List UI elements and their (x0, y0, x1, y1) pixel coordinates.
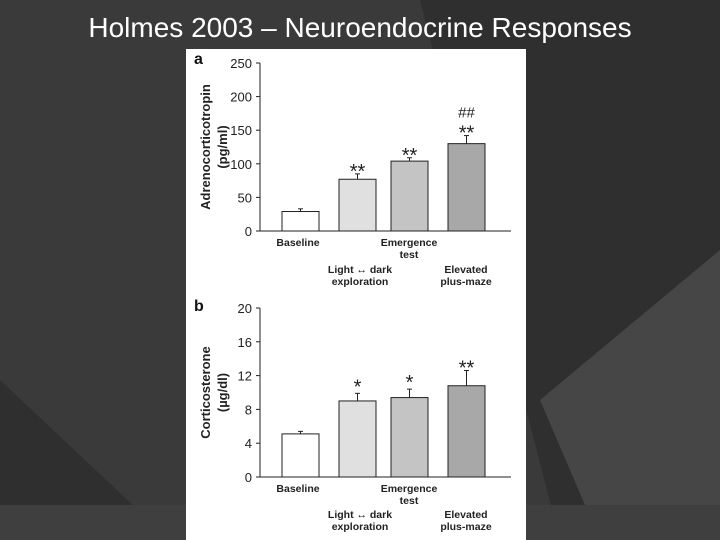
category-label: Baseline (276, 483, 320, 495)
category-label: exploration (331, 276, 389, 288)
y-tick-label: 16 (237, 334, 252, 350)
category-label: plus-maze (440, 276, 492, 288)
panel-letter: a (194, 51, 203, 68)
category-label: Elevated (444, 264, 488, 276)
y-tick-label: 150 (230, 123, 252, 139)
y-axis-title: Adrenocorticotropin (198, 84, 213, 210)
y-tick-label: 20 (237, 301, 252, 316)
y-axis-title: (µg/dl) (215, 372, 230, 413)
significance-mark: ## (458, 104, 475, 122)
y-tick-label: 50 (237, 190, 252, 206)
panel-letter: b (194, 298, 204, 315)
bar (282, 212, 319, 231)
significance-mark: ** (349, 160, 366, 183)
bar (448, 386, 485, 477)
bar (282, 434, 319, 477)
y-tick-label: 200 (230, 89, 252, 105)
y-tick-label: 250 (230, 56, 252, 71)
bar (391, 161, 428, 231)
figure-panel (186, 49, 526, 540)
category-label: exploration (331, 521, 389, 533)
slide-title: Holmes 2003 – Neuroendocrine Responses (88, 12, 632, 43)
category-label: Light ↔ dark (327, 509, 393, 521)
significance-mark: * (353, 376, 362, 399)
significance-mark: ** (458, 122, 475, 145)
bar (391, 398, 428, 477)
category-label: Elevated (444, 509, 488, 521)
bar-charts (186, 49, 526, 540)
y-tick-label: 0 (244, 224, 252, 239)
y-tick-label: 0 (244, 470, 252, 485)
y-axis-title: Corticosterone (198, 346, 213, 439)
bar (339, 179, 376, 231)
y-tick-label: 12 (237, 368, 252, 384)
category-label: test (399, 495, 419, 507)
category-label: test (399, 249, 419, 261)
category-label: Emergence (380, 483, 438, 495)
y-axis-title: (pg/ml) (215, 125, 230, 169)
y-tick-label: 100 (230, 156, 252, 172)
category-label: Baseline (276, 237, 320, 249)
category-label: plus-maze (440, 521, 492, 533)
y-tick-label: 8 (244, 402, 252, 418)
bar (448, 144, 485, 231)
significance-mark: * (405, 372, 414, 395)
significance-mark: ** (401, 144, 418, 167)
significance-mark: ** (458, 357, 475, 380)
y-tick-label: 4 (244, 436, 252, 452)
category-label: Emergence (380, 237, 438, 249)
bar (339, 401, 376, 477)
category-label: Light ↔ dark (327, 264, 393, 276)
